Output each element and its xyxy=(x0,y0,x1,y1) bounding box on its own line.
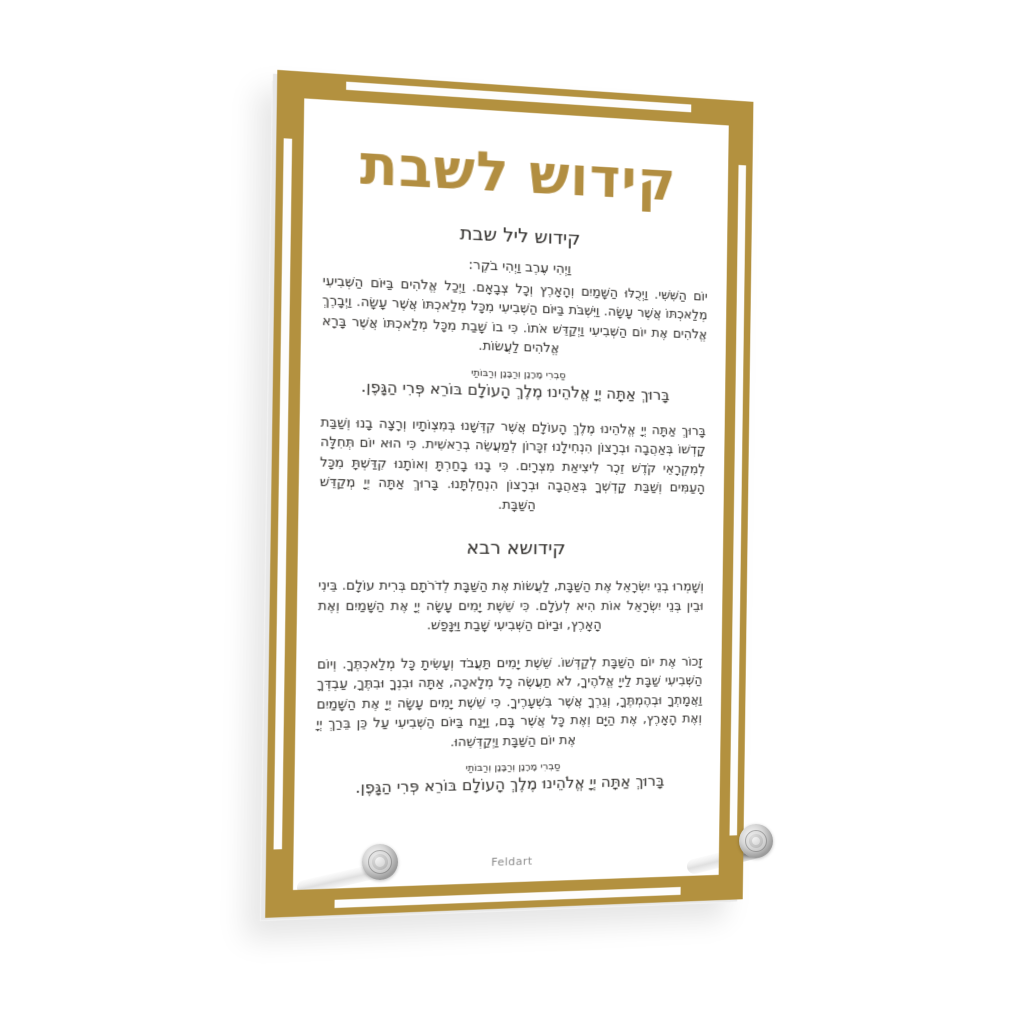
savri-line-1: סַבְרִי מָרָנָן וְרַבָּנָן וְרַבּוֹתַי xyxy=(471,367,566,382)
blessing-hagafen-1: בָּרוּךְ אַתָּה יְיָ אֱלֹהֵינוּ מֶלֶךְ הָעוֹלָם בּוֹרֵא פְּרִי הַגָּפֶן. xyxy=(361,377,670,404)
stand-foot-cap-ring xyxy=(368,850,392,874)
stand-foot-cap-ring xyxy=(745,830,767,852)
plaque-title: קידוש לשבת xyxy=(359,132,677,214)
opening-line: וַיְהִי עֶרֶב וַיְהִי בֹקֶר: xyxy=(468,256,572,277)
gold-frame xyxy=(265,70,753,918)
savri-line-2: סַבְרִי מָרָנָן וְרַבָּנָן וְרַבּוֹתַי xyxy=(465,761,561,775)
blessing-hagafen-2: בָּרוּךְ אַתָּה יְיָ אֱלֹהֵינוּ מֶלֶךְ הָעוֹלָם בּוֹרֵא פְּרִי הַגָּפֶן. xyxy=(355,771,665,798)
kiddush-plaque xyxy=(265,70,753,918)
brand-logo: Feldart xyxy=(491,854,533,869)
frame-accent-stripe-right xyxy=(730,165,747,836)
section-heading-friday-night: קידוש ליל שבת xyxy=(459,221,581,250)
paragraph-zachor: זָכוֹר אֶת יוֹם הַשַּׁבָּת לְקַדְּשׁוֹ. שֵׁשֶׁת יָמִים תַּעֲבֹד וְעָשִׂיתָ כָּל מְלַאכְתֶּךָ. וְיוֹם הַשְּׁבִיעִי שַׁבָּת לַייָ אֱלֹהֶיךָ, לֹא תַעֲשֶׂה כָל מְלָאכָה, אַתָּה וּבִנְךָ וּבִתֶּךָ, עַבְדְּךָ וַאֲמָתְךָ וּבְהֶמְתֶּךָ, וְגֵרְךָ אֲשֶׁר בִּשְׁעָרֶיךָ. כִּי שֵׁשֶׁת יָמִים עָשָׂה יְיָ אֶת הַשָּׁמַיִם וְאֶת הָאָרֶץ, אֶת הַיָּם וְאֶת כָּל אֲשֶׁר בָּם, וַיָּנַח בַּיּוֹם הַשְּׁבִיעִי עַל כֵּן בֵּרַךְ יְיָ אֶת יוֹם הַשַּׁבָּת וַיְקַדְּשֵׁהוּ. xyxy=(316,654,703,750)
plaque-content xyxy=(293,98,729,890)
section-heading-kiddusha-raba: קידושא רבא xyxy=(466,536,566,560)
paragraph-kiddush-blessing: בָּרוּךְ אַתָּה יְיָ אֱלֹהֵינוּ מֶלֶךְ הָעוֹלָם אֲשֶׁר קִדְּשָׁנוּ בְּמִצְוֹתָיו וְרָצָה בָנוּ וְשַׁבַּת קָדְשׁוֹ בְּאַהֲבָה וּבְרָצוֹן הִנְחִילָנוּ זִכָּרוֹן לְמַעֲשֵׂה בְרֵאשִׁית. כִּי הוּא יוֹם תְּחִלָּה לְמִקְרָאֵי קֹדֶשׁ זֵכֶר לִיצִיאַת מִצְרָיִם. כִּי בָנוּ בָחַרְתָּ וְאוֹתָנוּ קִדַּשְׁתָּ מִכָּל הָעַמִּים וְשַׁבַּת קָדְשְׁךָ בְּאַהֲבָה וּבְרָצוֹן הִנְחַלְתָּנוּ. בָּרוּךְ אַתָּה יְיָ מְקַדֵּשׁ הַשַּׁבָּת. xyxy=(319,414,706,513)
frame-accent-stripe-left xyxy=(274,138,293,849)
paragraph-veshamru: וְשָׁמְרוּ בְנֵי יִשְׂרָאֵל אֶת הַשַּׁבָּת, לַעֲשׂוֹת אֶת הַשַּׁבָּת לְדֹרֹתָם בְּרִית עוֹלָם. בֵּינִי וּבֵין בְּנֵי יִשְׂרָאֵל אוֹת הִיא לְעֹלָם. כִּי שֵׁשֶׁת יָמִים עָשָׂה יְיָ אֶת הַשָּׁמַיִם וְאֶת הָאָרֶץ, וּבַיּוֹם הַשְּׁבִיעִי שָׁבַת וַיִּנָּפַשׁ. xyxy=(317,578,704,634)
stand-foot-cap-left xyxy=(362,844,398,880)
stand-foot-cap-right xyxy=(739,824,773,858)
frame-accent-stripe-bottom xyxy=(335,887,681,908)
paragraph-vayechulu: יוֹם הַשִּׁשִּׁי. וַיְכֻלּוּ הַשָּׁמַיִם וְהָאָרֶץ וְכָל צְבָאָם. וַיְכַל אֱלֹהִים בַּיּוֹם הַשְּׁבִיעִי מְלַאכְתּוֹ אֲשֶׁר עָשָׂה. וַיִּשְׁבֹּת בַּיּוֹם הַשְּׁבִיעִי מִכָּל מְלַאכְתּוֹ אֲשֶׁר עָשָׂה. וַיְבָרֶךְ אֱלֹהִים אֶת יוֹם הַשְּׁבִיעִי וַיְקַדֵּשׁ אֹתוֹ. כִּי בוֹ שָׁבַת מִכָּל מְלַאכְתּוֹ אֲשֶׁר בָּרָא אֱלֹהִים לַעֲשׂוֹת. xyxy=(321,273,708,357)
